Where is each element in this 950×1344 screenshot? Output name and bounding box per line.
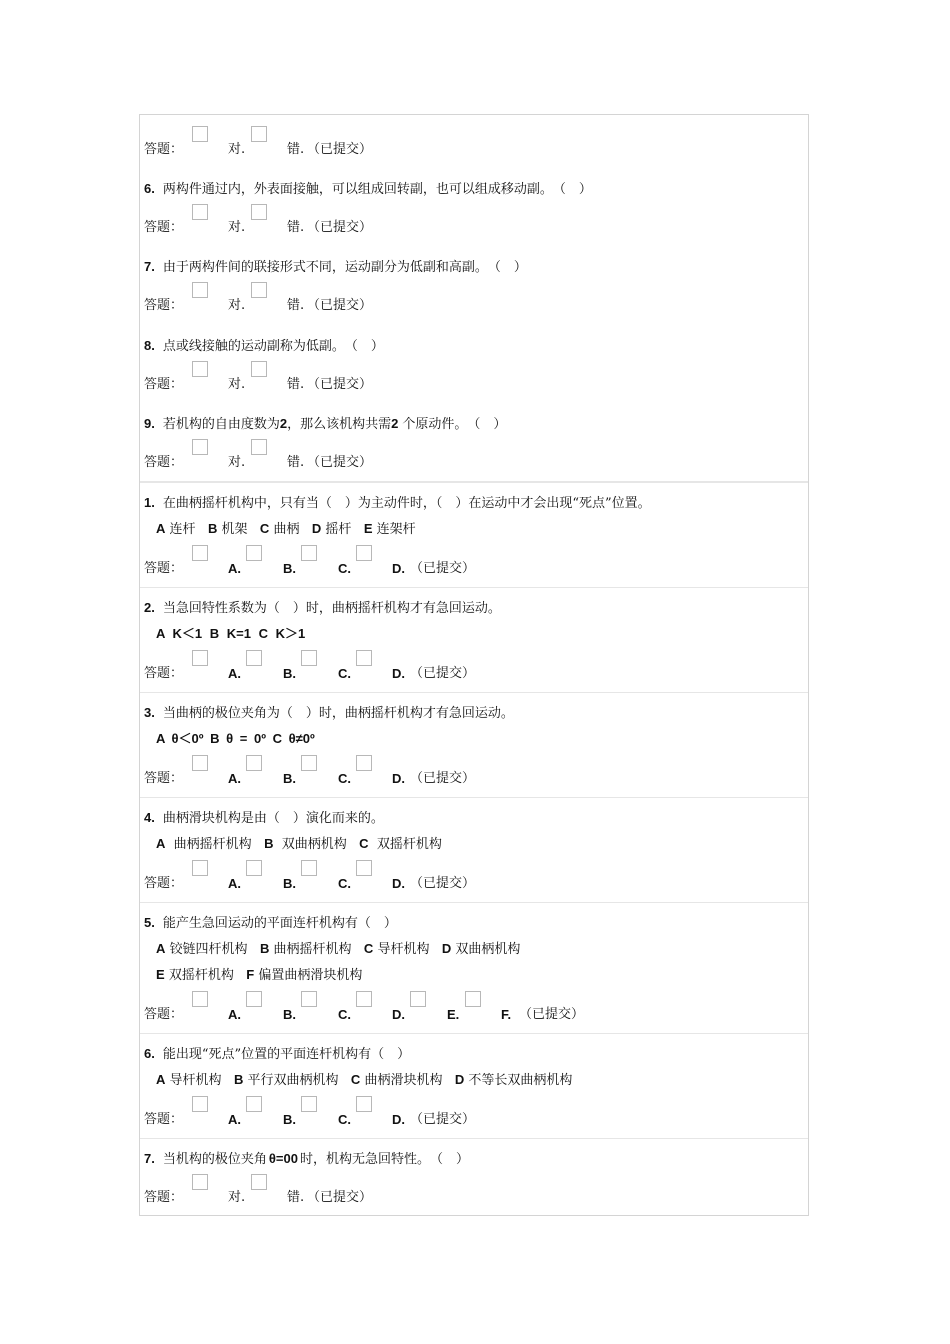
option-text: 连杆 <box>169 522 196 537</box>
option-a-label: A. <box>228 561 241 576</box>
answer-label: 答题： <box>144 1190 184 1205</box>
option-a-checkbox[interactable] <box>192 650 208 666</box>
submitted-status: （已提交） <box>307 1190 373 1205</box>
option-letter: D <box>441 941 452 956</box>
submitted-status: （已提交） <box>410 666 476 681</box>
true-checkbox[interactable] <box>192 361 208 377</box>
option-letter: C <box>259 521 270 536</box>
option-a-checkbox[interactable] <box>192 755 208 771</box>
question-text: 两构件通过内，外表面接触，可以组成回转副，也可以组成移动副。 （ ） <box>162 182 592 197</box>
options-line <box>156 521 416 538</box>
question-number: 9. <box>144 416 155 431</box>
option-text: 连架杆 <box>376 522 416 537</box>
question-number: 4. <box>144 810 155 825</box>
option-letter: E <box>156 967 165 982</box>
options-line <box>156 967 362 984</box>
submitted-status: （已提交） <box>410 771 476 786</box>
option-a-checkbox[interactable] <box>192 1096 208 1112</box>
options-line <box>156 1072 572 1089</box>
false-label: 错. <box>287 142 305 157</box>
row-divider <box>140 1138 808 1139</box>
option-a-label: A. <box>228 1007 241 1022</box>
question-text: 点或线接触的运动副称为低副。 （ ） <box>162 339 384 354</box>
option-b-checkbox[interactable] <box>246 860 262 876</box>
option-text: 双摇杆机构 <box>376 837 442 852</box>
false-checkbox[interactable] <box>251 204 267 220</box>
option-letter: C <box>350 1072 361 1087</box>
submitted-status: （已提交） <box>519 1007 585 1022</box>
option-letter: A <box>156 941 166 956</box>
option-text: 铰链四杆机构 <box>169 942 248 957</box>
option-c-checkbox[interactable] <box>301 755 317 771</box>
option-f-label: F. <box>501 1007 512 1022</box>
answer-label: 答题： <box>144 771 184 786</box>
true-checkbox[interactable] <box>192 1174 208 1190</box>
question-number: 6. <box>144 1046 155 1061</box>
option-letter: C <box>363 941 374 956</box>
question-number: 6. <box>144 181 155 196</box>
option-text: 摇杆 <box>325 522 352 537</box>
option-c-label: C. <box>338 561 351 576</box>
answer-label: 答题： <box>144 1007 184 1022</box>
option-text: 曲柄摇杆机构 <box>173 837 252 852</box>
options-line <box>156 836 442 853</box>
true-label: 对. <box>228 377 246 392</box>
option-a-label: A. <box>228 771 241 786</box>
question-c4 <box>144 810 384 827</box>
option-letter: A <box>156 836 166 851</box>
answer-label: 答题： <box>144 377 184 392</box>
option-a-label: A. <box>228 1112 241 1127</box>
row-divider <box>140 692 808 693</box>
row-divider <box>140 797 808 798</box>
option-d-label: D. <box>392 771 405 786</box>
true-checkbox[interactable] <box>192 204 208 220</box>
question-number: 7. <box>144 1151 155 1166</box>
question-j8 <box>144 338 384 355</box>
option-d-label: D. <box>392 876 405 891</box>
question-text: 当曲柄的极位夹角为（ ）时，曲柄摇杆机构才有急回运动。 <box>162 706 514 721</box>
submitted-status: （已提交） <box>307 455 373 470</box>
answer-label: 答题： <box>144 1112 184 1127</box>
true-label: 对. <box>228 220 246 235</box>
false-label: 错. <box>287 220 305 235</box>
submitted-status: （已提交） <box>307 220 373 235</box>
submitted-status: （已提交） <box>410 876 476 891</box>
option-c-label: C. <box>338 876 351 891</box>
option-c-checkbox[interactable] <box>301 545 317 561</box>
option-text: 双曲柄机构 <box>281 837 347 852</box>
option-b-checkbox[interactable] <box>246 545 262 561</box>
option-c-label: C. <box>338 1007 351 1022</box>
submitted-status: （已提交） <box>307 142 373 157</box>
question-number: 5. <box>144 915 155 930</box>
question-text: 若机构的自由度数为 <box>162 417 280 432</box>
option-text: 机架 <box>221 522 248 537</box>
row-divider <box>140 1033 808 1034</box>
option-text: 导杆机构 <box>377 942 430 957</box>
question-j9 <box>144 416 506 433</box>
option-text: 曲柄滑块机构 <box>364 1073 443 1088</box>
option-b-label: B. <box>283 771 296 786</box>
option-d-checkbox[interactable] <box>356 991 372 1007</box>
option-c-checkbox[interactable] <box>301 1096 317 1112</box>
question-number: 2. <box>144 600 155 615</box>
option-letter: C <box>359 836 369 851</box>
option-letter: B <box>207 521 218 536</box>
question-text: 个原动件。 （ ） <box>402 417 507 432</box>
option-letter: A <box>156 1072 166 1087</box>
option-letter: B <box>233 1072 244 1087</box>
question-text: 当急回特性系数为（ ）时，曲柄摇杆机构才有急回运动。 <box>162 601 501 616</box>
option-text: 导杆机构 <box>169 1073 222 1088</box>
option-letter: D <box>454 1072 465 1087</box>
option-b-label: B. <box>283 561 296 576</box>
options-line: A θ＜0º B θ = 0º C θ≠0º <box>156 731 315 746</box>
answer-label: 答题： <box>144 142 184 157</box>
option-letter: B <box>264 836 274 851</box>
option-d-label: D. <box>392 561 405 576</box>
answer-label: 答题： <box>144 220 184 235</box>
question-c2 <box>144 600 501 617</box>
question-text: 曲柄滑块机构是由（ ）演化而来的。 <box>162 811 384 826</box>
option-letter: B <box>259 941 270 956</box>
question-text: 在曲柄摇杆机构中，只有当（ ）为主动件时，（ ）在运动中才会出现“死点”位置。 <box>162 496 651 511</box>
false-label: 错. <box>287 455 305 470</box>
question-text: ，那么该机构共需 <box>287 417 392 432</box>
option-text: 曲柄 <box>273 522 300 537</box>
row-divider <box>140 587 808 588</box>
option-b-checkbox[interactable] <box>246 991 262 1007</box>
option-d-label: D. <box>392 1007 405 1022</box>
question-c3 <box>144 705 514 722</box>
question-number: 3. <box>144 705 155 720</box>
question-number: 7. <box>144 259 155 274</box>
option-b-checkbox[interactable] <box>246 1096 262 1112</box>
false-checkbox[interactable] <box>251 439 267 455</box>
option-d-checkbox[interactable] <box>356 1096 372 1112</box>
option-c-checkbox[interactable] <box>301 650 317 666</box>
option-b-label: B. <box>283 666 296 681</box>
submitted-status: （已提交） <box>410 561 476 576</box>
false-label: 错. <box>287 377 305 392</box>
question-number: 8. <box>144 338 155 353</box>
option-letter: E <box>363 521 373 536</box>
question-j6 <box>144 181 592 198</box>
option-c-checkbox[interactable] <box>301 991 317 1007</box>
option-a-label: A. <box>228 876 241 891</box>
option-c-label: C. <box>338 771 351 786</box>
option-letter: A <box>156 521 166 536</box>
question-text: 能产生急回运动的平面连杆机构有（ ） <box>162 916 397 931</box>
question-c1 <box>144 495 651 512</box>
false-checkbox[interactable] <box>251 361 267 377</box>
question-value: θ=00 <box>268 1151 298 1166</box>
option-d-checkbox[interactable] <box>356 860 372 876</box>
question-text: 当机构的极位夹角 <box>162 1152 267 1167</box>
answer-label: 答题： <box>144 876 184 891</box>
false-checkbox[interactable] <box>251 282 267 298</box>
false-checkbox[interactable] <box>251 126 267 142</box>
option-b-label: B. <box>283 876 296 891</box>
question-c6 <box>144 1046 410 1063</box>
question-text: 时，机构无急回特性。 （ ） <box>299 1152 469 1167</box>
option-b-label: B. <box>283 1112 296 1127</box>
option-a-label: A. <box>228 666 241 681</box>
option-e-label: E. <box>447 1007 460 1022</box>
options-line: A K＜1 B K=1 C K＞1 <box>156 626 306 641</box>
question-number: 1. <box>144 495 155 510</box>
option-d-label: D. <box>392 666 405 681</box>
submitted-status: （已提交） <box>307 298 373 313</box>
options-line <box>156 941 520 958</box>
true-label: 对. <box>228 455 246 470</box>
option-text: 曲柄摇杆机构 <box>273 942 352 957</box>
true-label: 对. <box>228 1190 246 1205</box>
option-text: 不等长双曲柄机构 <box>468 1073 573 1088</box>
question-value: 2 <box>279 416 288 431</box>
option-d-checkbox[interactable] <box>356 545 372 561</box>
option-b-label: B. <box>283 1007 296 1022</box>
option-d-checkbox[interactable] <box>356 755 372 771</box>
row-divider <box>140 902 808 903</box>
option-b-checkbox[interactable] <box>246 755 262 771</box>
question-text: 能出现“死点”位置的平面连杆机构有（ ） <box>162 1047 411 1062</box>
option-text: 偏置曲柄滑块机构 <box>258 968 363 983</box>
question-text: 由于两构件间的联接形式不同，运动副分为低副和高副。 （ ） <box>162 260 527 275</box>
false-checkbox[interactable] <box>251 1174 267 1190</box>
submitted-status: （已提交） <box>307 377 373 392</box>
question-value: 2 <box>391 416 399 431</box>
option-text: 平行双曲柄机构 <box>247 1073 339 1088</box>
option-d-label: D. <box>392 1112 405 1127</box>
option-b-checkbox[interactable] <box>246 650 262 666</box>
option-text: 双曲柄机构 <box>455 942 521 957</box>
option-letter: D <box>311 521 322 536</box>
answer-label: 答题： <box>144 298 184 313</box>
true-label: 对. <box>228 298 246 313</box>
question-j7 <box>144 259 527 276</box>
option-letter: F <box>246 967 255 982</box>
option-c-label: C. <box>338 1112 351 1127</box>
option-text: 双摇杆机构 <box>168 968 234 983</box>
false-label: 错. <box>287 298 305 313</box>
submitted-status: （已提交） <box>410 1112 476 1127</box>
option-e-checkbox[interactable] <box>410 991 426 1007</box>
option-d-checkbox[interactable] <box>356 650 372 666</box>
answer-label: 答题： <box>144 666 184 681</box>
true-checkbox[interactable] <box>192 282 208 298</box>
section-divider <box>140 481 808 483</box>
question-j7b <box>144 1151 469 1168</box>
option-c-label: C. <box>338 666 351 681</box>
answer-label: 答题： <box>144 561 184 576</box>
option-a-checkbox[interactable] <box>192 991 208 1007</box>
answer-label: 答题： <box>144 455 184 470</box>
option-a-checkbox[interactable] <box>192 545 208 561</box>
true-checkbox[interactable] <box>192 126 208 142</box>
option-c-checkbox[interactable] <box>301 860 317 876</box>
true-label: 对. <box>228 142 246 157</box>
option-a-checkbox[interactable] <box>192 860 208 876</box>
true-checkbox[interactable] <box>192 439 208 455</box>
false-label: 错. <box>287 1190 305 1205</box>
question-c5 <box>144 915 397 932</box>
option-f-checkbox[interactable] <box>465 991 481 1007</box>
